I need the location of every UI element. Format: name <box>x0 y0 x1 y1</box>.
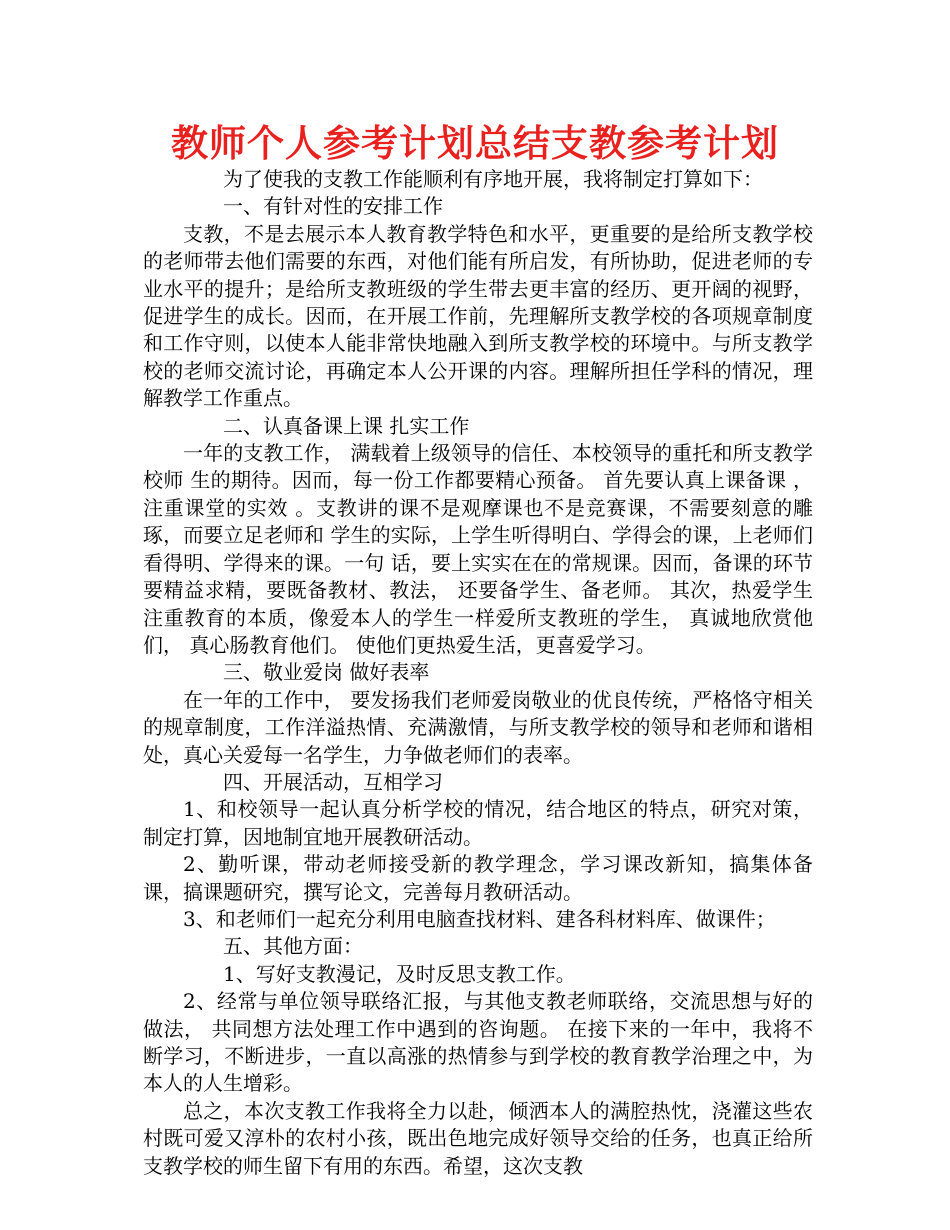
body-paragraph: 一年的支教工作， 满载着上级领导的信任、本校领导的重托和所支教学校师 生的期待。因而，每一份工作都要精心预备。 首先要认真上课备课 ，注重课堂的实效 。支教讲的课不是观摩课也不是竞赛课，不需要刻意的雕琢，而要立足老师和 学生的实际，上学生听得明白、学得会的课，上老师们看得明、学得来的课。一句 话，要上实实在在的常规课。因而，备课的环节要精益求精，要既备教材、教法， 还要备学生、备老师。 其次，热爱学生注重教育的本质，像爱本人的学生一样爱所支教班的学生， 真诚地欣赏他们， 真心肠教育他们。 使他们更热爱生活，更喜爱学习。 <box>143 441 813 657</box>
section-heading: 三、敬业爱岗 做好表率 <box>223 660 430 685</box>
body-paragraph: 总之，本次支教工作我将全力以赴，倾洒本人的满腔热忱，浇灌这些农村既可爱又淳朴的农村小孩，既出色地完成好领导交给的任务，也真正给所支教学校的师生留下有用的东西。希望，这次支教 <box>143 1098 813 1178</box>
body-paragraph: 支教，不是去展示本人教育教学特色和水平，更重要的是给所支教学校的老师带去他们需要的东西，对他们能有所启发，有所协助，促进老师的专业水平的提升；是给所支教班级的学生带去更丰富的经历、更开阔的视野，促进学生的成长。因而，在开展工作前，先理解所支教学校的各项规章制度和工作守则，以使本人能非常快地融入到所支教学校的环境中。与所支教学校的老师交流讨论，再确定本人公开课的内容。理解所担任学科的情况，理解教学工作重点。 <box>143 221 813 411</box>
document-body <box>143 166 813 1180</box>
body-paragraph: 3、和老师们一起充分利用电脑查找材料、建各科材料库、做课件； <box>183 906 776 931</box>
section-heading: 四、开展活动，互相学习 <box>223 769 443 794</box>
body-paragraph: 1、和校领导一起认真分析学校的情况，结合地区的特点，研究对策，制定打算，因地制宜地开展教研活动。 <box>143 797 813 849</box>
section-heading: 1、写好支教漫记，及时反思支教工作。 <box>223 961 576 986</box>
body-paragraph: 在一年的工作中， 要发扬我们老师爱岗敬业的优良传统，严格恪守相关的规章制度，工作洋溢热情、充满激情，与所支教学校的领导和老师和谐相处，真心关爱每一名学生，力争做老师们的表率。 <box>143 687 813 767</box>
body-paragraph: 2、勤听课，带动老师接受新的教学理念，学习课改新知，搞集体备课，搞课题研究，撰写论文，完善每月教研活动。 <box>143 852 813 904</box>
body-paragraph: 2、经常与单位领导联络汇报，与其他支教老师联络，交流思想与好的做法， 共同想方法处理工作中遇到的咨询题。 在接下来的一年中，我将不断学习，不断进步，一直以高涨的热情参与到学校的教育教学治理之中，为本人的人生增彩。 <box>143 989 813 1096</box>
section-heading: 二、认真备课上课 扎实工作 <box>223 413 470 438</box>
section-heading: 一、有针对性的安排工作 <box>223 194 443 219</box>
section-heading: 五、其他方面： <box>223 934 363 959</box>
document-title: 教师个人参考计划总结支教参考计划 <box>171 122 779 165</box>
section-heading: 为了使我的支教工作能顺利有序地开展，我将制定打算如下： <box>223 167 763 191</box>
